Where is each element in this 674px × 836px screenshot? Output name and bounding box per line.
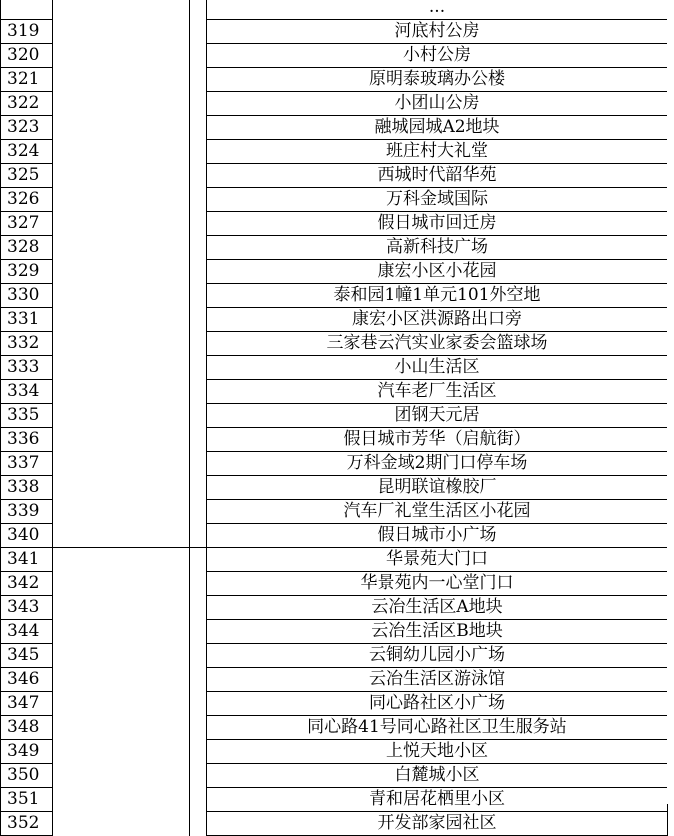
row-number-cell[interactable]: 336 <box>1 428 53 452</box>
table-row <box>1 92 668 116</box>
group-cell[interactable] <box>53 476 190 500</box>
group-cell[interactable] <box>190 356 207 380</box>
group-cell[interactable] <box>190 380 207 404</box>
row-number-cell[interactable]: 348 <box>1 716 53 740</box>
row-number-cell[interactable]: 324 <box>1 140 53 164</box>
table-row <box>1 452 668 476</box>
group-cell[interactable] <box>53 500 190 524</box>
group-cell[interactable] <box>190 524 207 548</box>
group-cell[interactable] <box>53 140 190 164</box>
table-row <box>1 764 668 788</box>
row-number-cell[interactable]: 321 <box>1 68 53 92</box>
location-name-cell[interactable]: 假日城市回迁房 <box>207 212 668 236</box>
group-cell[interactable] <box>190 788 207 812</box>
location-name-cell[interactable]: 上悦天地小区 <box>207 740 668 764</box>
table-row <box>1 788 668 812</box>
location-name-cell[interactable]: 班庄村大礼堂 <box>207 140 668 164</box>
group-cell[interactable] <box>190 452 207 476</box>
location-name-cell[interactable]: 华景苑大门口 <box>207 548 668 572</box>
table-row <box>1 44 668 68</box>
group-cell[interactable] <box>53 740 190 764</box>
group-cell[interactable] <box>190 644 207 668</box>
sheet-margin <box>667 0 674 804</box>
group-cell[interactable] <box>53 20 190 44</box>
location-name-cell[interactable]: 西城时代韶华苑 <box>207 164 668 188</box>
group-cell[interactable] <box>190 164 207 188</box>
group-cell[interactable] <box>190 212 207 236</box>
group-cell[interactable] <box>190 668 207 692</box>
location-name-cell[interactable]: 白麓城小区 <box>207 764 668 788</box>
location-name-cell[interactable]: ... <box>207 0 668 20</box>
group-cell[interactable] <box>53 236 190 260</box>
location-name-cell[interactable]: 假日城市小广场 <box>207 524 668 548</box>
table-row <box>1 68 668 92</box>
group-cell[interactable] <box>190 260 207 284</box>
group-cell[interactable] <box>190 764 207 788</box>
row-number-cell[interactable]: 327 <box>1 212 53 236</box>
table-row <box>1 644 668 668</box>
table-row <box>1 404 668 428</box>
group-cell[interactable] <box>53 356 190 380</box>
location-name-cell[interactable]: 昆明联谊橡胶厂 <box>207 476 668 500</box>
row-number-cell[interactable]: 344 <box>1 620 53 644</box>
location-name-cell[interactable]: 同心路41号同心路社区卫生服务站 <box>207 716 668 740</box>
group-cell[interactable] <box>53 188 190 212</box>
table-row <box>1 428 668 452</box>
table-row <box>1 380 668 404</box>
group-cell[interactable] <box>190 116 207 140</box>
location-name-cell[interactable]: 开发部家园社区 <box>207 812 668 836</box>
row-number-cell[interactable]: 326 <box>1 188 53 212</box>
group-cell[interactable] <box>53 116 190 140</box>
location-name-cell[interactable]: 云冶生活区A地块 <box>207 596 668 620</box>
group-cell[interactable] <box>53 572 190 596</box>
row-number-cell[interactable]: 332 <box>1 332 53 356</box>
row-number-cell[interactable]: 328 <box>1 236 53 260</box>
row-number-cell[interactable]: 339 <box>1 500 53 524</box>
location-name-cell[interactable]: 融城园城A2地块 <box>207 116 668 140</box>
group-cell[interactable] <box>190 428 207 452</box>
group-cell[interactable] <box>53 0 190 20</box>
group-cell[interactable] <box>190 620 207 644</box>
group-cell[interactable] <box>53 548 190 572</box>
table-row <box>1 212 668 236</box>
group-cell[interactable] <box>190 20 207 44</box>
group-cell[interactable] <box>190 236 207 260</box>
row-number-cell[interactable]: 341 <box>1 548 53 572</box>
group-cell[interactable] <box>190 716 207 740</box>
group-cell[interactable] <box>53 332 190 356</box>
row-number-cell[interactable]: 345 <box>1 644 53 668</box>
location-name-cell[interactable]: 河底村公房 <box>207 20 668 44</box>
row-number-cell[interactable]: 322 <box>1 92 53 116</box>
row-number-cell[interactable]: 343 <box>1 596 53 620</box>
location-name-cell[interactable]: 泰和园1幢1单元101外空地 <box>207 284 668 308</box>
location-name-cell[interactable]: 华景苑内一心堂门口 <box>207 572 668 596</box>
table-row <box>1 740 668 764</box>
location-name-cell[interactable]: 假日城市芳华（启航街） <box>207 428 668 452</box>
table-row <box>1 356 668 380</box>
location-name-cell[interactable]: 云冶生活区游泳馆 <box>207 668 668 692</box>
location-name-cell[interactable]: 云冶生活区B地块 <box>207 620 668 644</box>
group-cell[interactable] <box>53 428 190 452</box>
row-number-cell[interactable]: 335 <box>1 404 53 428</box>
table-row <box>1 500 668 524</box>
group-cell[interactable] <box>190 500 207 524</box>
group-cell[interactable] <box>53 308 190 332</box>
table-row <box>1 548 668 572</box>
row-number-cell[interactable]: 331 <box>1 308 53 332</box>
table-row <box>1 284 668 308</box>
location-name-cell[interactable]: 小团山公房 <box>207 92 668 116</box>
row-number-cell[interactable]: 349 <box>1 740 53 764</box>
group-cell[interactable] <box>190 740 207 764</box>
group-cell[interactable] <box>53 164 190 188</box>
row-number-cell[interactable] <box>1 0 53 20</box>
location-name-cell[interactable]: 同心路社区小广场 <box>207 692 668 716</box>
location-name-cell[interactable]: 团钢天元居 <box>207 404 668 428</box>
table-row <box>1 596 668 620</box>
row-number-cell[interactable]: 338 <box>1 476 53 500</box>
group-cell[interactable] <box>53 212 190 236</box>
table-row <box>1 332 668 356</box>
location-name-cell[interactable]: 汽车老厂生活区 <box>207 380 668 404</box>
group-cell[interactable] <box>190 188 207 212</box>
group-cell[interactable] <box>53 524 190 548</box>
row-number-cell[interactable]: 325 <box>1 164 53 188</box>
location-name-cell[interactable]: 小村公房 <box>207 44 668 68</box>
row-number-cell[interactable]: 319 <box>1 20 53 44</box>
table-row <box>1 812 668 836</box>
location-name-cell[interactable]: 青和居花栖里小区 <box>207 788 668 812</box>
table-row <box>1 164 668 188</box>
location-name-cell[interactable]: 云铜幼儿园小广场 <box>207 644 668 668</box>
table-row <box>1 476 668 500</box>
location-name-cell[interactable]: 康宏小区小花园 <box>207 260 668 284</box>
table-row <box>1 116 668 140</box>
row-number-cell[interactable]: 340 <box>1 524 53 548</box>
row-number-cell[interactable]: 330 <box>1 284 53 308</box>
group-cell[interactable] <box>53 764 190 788</box>
group-cell[interactable] <box>53 692 190 716</box>
row-number-cell[interactable]: 347 <box>1 692 53 716</box>
row-number-cell[interactable]: 352 <box>1 812 53 836</box>
row-number-cell[interactable]: 320 <box>1 44 53 68</box>
row-number-cell[interactable]: 350 <box>1 764 53 788</box>
location-name-cell[interactable]: 小山生活区 <box>207 356 668 380</box>
table-row <box>1 668 668 692</box>
group-cell[interactable] <box>53 92 190 116</box>
group-cell[interactable] <box>190 140 207 164</box>
table-row <box>1 236 668 260</box>
group-cell[interactable] <box>190 68 207 92</box>
group-cell[interactable] <box>53 44 190 68</box>
group-cell[interactable] <box>53 68 190 92</box>
row-number-cell[interactable]: 323 <box>1 116 53 140</box>
group-cell[interactable] <box>53 716 190 740</box>
group-cell[interactable] <box>190 476 207 500</box>
group-cell[interactable] <box>53 668 190 692</box>
group-cell[interactable] <box>53 404 190 428</box>
group-cell[interactable] <box>190 92 207 116</box>
table-row <box>1 308 668 332</box>
row-number-cell[interactable]: 329 <box>1 260 53 284</box>
location-name-cell[interactable]: 万科金域2期门口停车场 <box>207 452 668 476</box>
location-name-cell[interactable]: 万科金域国际 <box>207 188 668 212</box>
group-cell[interactable] <box>53 452 190 476</box>
group-cell[interactable] <box>53 260 190 284</box>
row-number-cell[interactable]: 337 <box>1 452 53 476</box>
group-cell[interactable] <box>53 644 190 668</box>
group-cell[interactable] <box>190 308 207 332</box>
table-row <box>1 524 668 548</box>
group-cell[interactable] <box>190 692 207 716</box>
location-name-cell[interactable]: 康宏小区洪源路出口旁 <box>207 308 668 332</box>
table-row <box>1 140 668 164</box>
row-number-cell[interactable]: 342 <box>1 572 53 596</box>
table-row <box>1 0 668 20</box>
row-number-cell[interactable]: 351 <box>1 788 53 812</box>
group-cell[interactable] <box>190 596 207 620</box>
group-cell[interactable] <box>53 788 190 812</box>
table-row <box>1 188 668 212</box>
table-row <box>1 260 668 284</box>
row-number-cell[interactable]: 346 <box>1 668 53 692</box>
table-row <box>1 572 668 596</box>
group-cell[interactable] <box>190 44 207 68</box>
group-cell[interactable] <box>53 380 190 404</box>
group-cell[interactable] <box>53 284 190 308</box>
table-row <box>1 716 668 740</box>
group-cell[interactable] <box>190 332 207 356</box>
location-name-cell[interactable]: 原明泰玻璃办公楼 <box>207 68 668 92</box>
group-cell[interactable] <box>190 812 207 836</box>
group-cell[interactable] <box>53 620 190 644</box>
table-row <box>1 692 668 716</box>
table-row <box>1 620 668 644</box>
group-cell[interactable] <box>190 572 207 596</box>
group-cell[interactable] <box>190 0 207 20</box>
table-row <box>1 20 668 44</box>
group-cell[interactable] <box>190 404 207 428</box>
group-cell[interactable] <box>190 284 207 308</box>
row-number-cell[interactable]: 333 <box>1 356 53 380</box>
group-cell[interactable] <box>53 812 190 836</box>
location-name-cell[interactable]: 三家巷云汽实业家委会篮球场 <box>207 332 668 356</box>
row-number-cell[interactable]: 334 <box>1 380 53 404</box>
location-name-cell[interactable]: 高新科技广场 <box>207 236 668 260</box>
group-cell[interactable] <box>190 548 207 572</box>
group-cell[interactable] <box>53 596 190 620</box>
location-name-cell[interactable]: 汽车厂礼堂生活区小花园 <box>207 500 668 524</box>
